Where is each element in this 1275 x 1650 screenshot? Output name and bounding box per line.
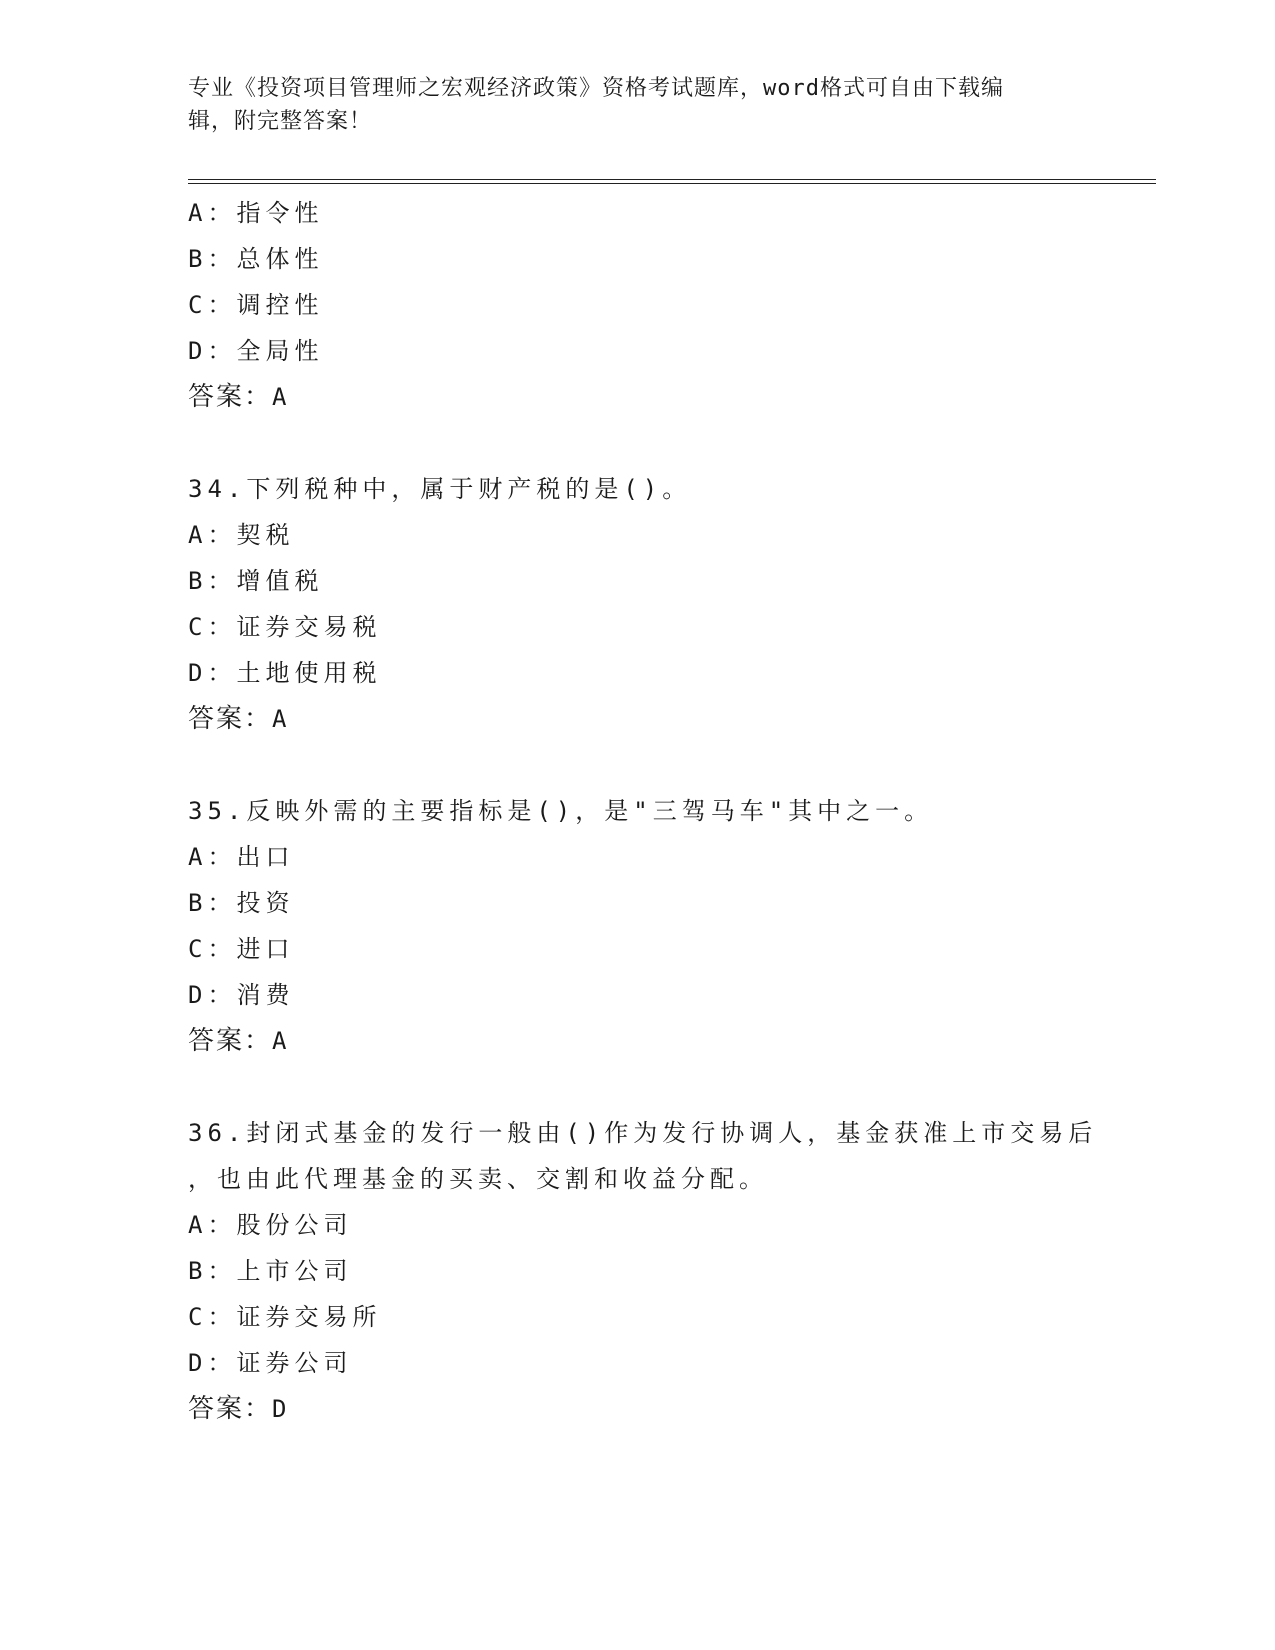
option-d: D：消费 bbox=[188, 981, 295, 1009]
question-list bbox=[188, 190, 1098, 1432]
option-d: D：土地使用税 bbox=[188, 659, 382, 687]
question-block-33 bbox=[188, 190, 1088, 420]
header-title-line-1: 专业《投资项目管理师之宏观经济政策》资格考试题库，word格式可自由下载编 bbox=[188, 76, 1004, 101]
option-c: C：证券交易所 bbox=[188, 1303, 382, 1331]
option-b: B：增值税 bbox=[188, 567, 324, 595]
option-c: C：调控性 bbox=[188, 291, 324, 319]
option-c: C：证券交易税 bbox=[188, 613, 382, 641]
question-stem: 34.下列税种中，属于财产税的是()。 bbox=[188, 475, 692, 503]
option-d: D：全局性 bbox=[188, 337, 324, 365]
spacer bbox=[188, 420, 1088, 466]
option-a: A：指令性 bbox=[188, 199, 324, 227]
answer-line: 答案：D bbox=[188, 1394, 289, 1424]
option-a: A：股份公司 bbox=[188, 1211, 353, 1239]
option-d: D：证券公司 bbox=[188, 1349, 353, 1377]
question-stem-line-1: 36.封闭式基金的发行一般由()作为发行协调人，基金获准上市交易后 bbox=[188, 1119, 1098, 1147]
option-b: B：总体性 bbox=[188, 245, 324, 273]
answer-line: 答案：A bbox=[188, 1026, 289, 1056]
question-block-34 bbox=[188, 466, 1088, 742]
answer-line: 答案：A bbox=[188, 704, 289, 734]
answer-line: 答案：A bbox=[188, 382, 289, 412]
question-stem-line-2: ，也由此代理基金的买卖、交割和收益分配。 bbox=[188, 1165, 768, 1193]
header-divider-top bbox=[188, 179, 1156, 180]
question-block-35 bbox=[188, 788, 1088, 1064]
option-a: A：出口 bbox=[188, 843, 295, 871]
header-divider-bottom bbox=[188, 183, 1156, 184]
question-stem: 35.反映外需的主要指标是()，是"三驾马车"其中之一。 bbox=[188, 797, 934, 825]
option-a: A：契税 bbox=[188, 521, 295, 549]
question-block-36 bbox=[188, 1110, 1098, 1432]
header-title-line-2: 辑，附完整答案！ bbox=[188, 109, 373, 134]
option-b: B：上市公司 bbox=[188, 1257, 353, 1285]
option-c: C：进口 bbox=[188, 935, 295, 963]
option-b: B：投资 bbox=[188, 889, 295, 917]
spacer bbox=[188, 742, 1088, 788]
spacer bbox=[188, 1064, 1088, 1110]
document-header bbox=[188, 72, 1068, 138]
